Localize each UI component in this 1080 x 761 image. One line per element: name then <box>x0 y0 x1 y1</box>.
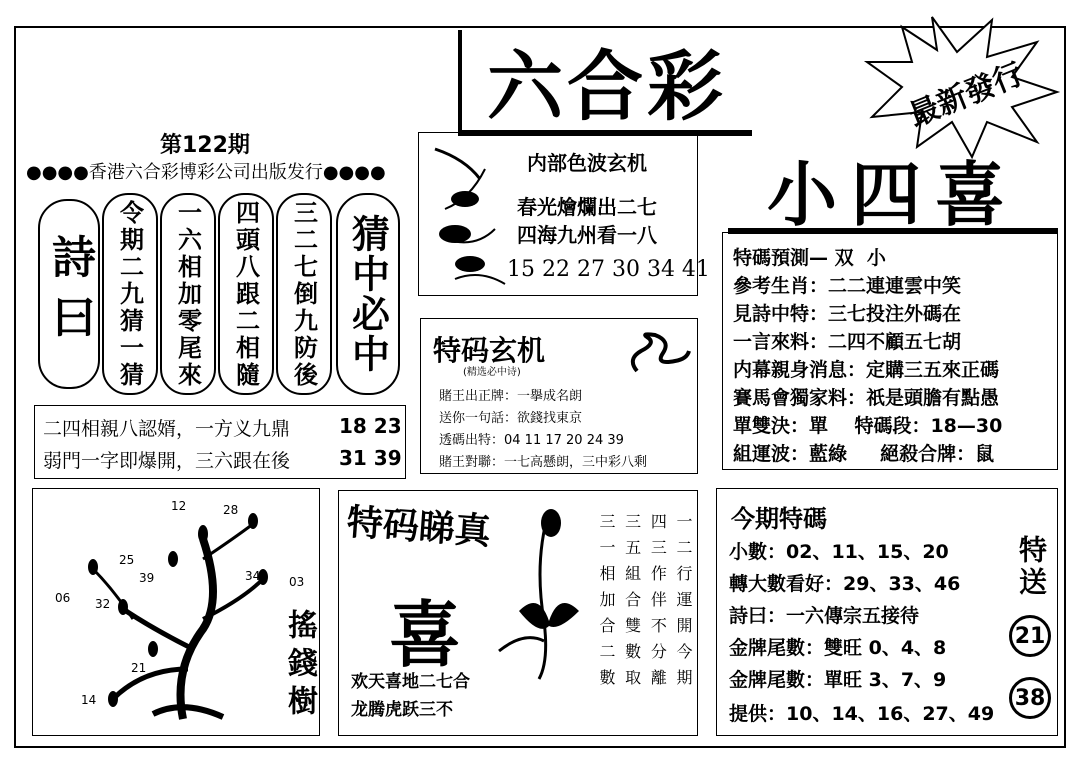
burst-text: 最新發行 <box>904 56 1029 134</box>
issue-label: 第122期 <box>160 133 250 158</box>
today-row: 提供：10、14、16、27、49 <box>729 703 995 725</box>
poem-line-text: 二四相親八認婿，一方义九鼎 <box>43 418 291 440</box>
tree-number: 03 <box>289 575 305 589</box>
poem-column-3 <box>160 193 216 395</box>
today-box <box>716 488 1058 736</box>
prediction-row: 内幕親身消息：定購三五來正碼 <box>733 359 1000 381</box>
poem-line-1 <box>43 414 290 441</box>
poem-column-text: 令期二九猜一猜 <box>115 199 144 389</box>
gift-number-2: 38 <box>1014 685 1046 711</box>
money-tree-title: 搖錢樹 <box>282 609 317 723</box>
special-view-box <box>338 490 698 736</box>
orchid-illustration <box>425 139 515 289</box>
special-view-big: 喜 <box>389 593 462 677</box>
today-row: 轉大數看好：29、33、46 <box>729 573 961 595</box>
today-row: 詩曰：一六傳宗五接待 <box>729 605 920 627</box>
poem-title: 詩曰 <box>44 234 95 354</box>
poem-line-2-nums: 31 39 <box>339 446 402 470</box>
prediction-row: 參考生肖：二二連連雲中笑 <box>733 275 962 297</box>
special-view-column: 一二行運開今期 <box>673 513 693 695</box>
tree-number: 14 <box>81 693 97 707</box>
special-view-columns <box>595 513 695 723</box>
poem-title-oval <box>38 199 100 389</box>
tree-number: 21 <box>131 661 147 675</box>
gift-circle-2 <box>1009 677 1051 719</box>
today-row: 小數：02、11、15、20 <box>729 541 949 563</box>
poem-column-2 <box>218 193 274 395</box>
poem-lines-box <box>34 405 406 479</box>
snake-icon <box>627 331 693 377</box>
today-title: 今期特碼 <box>731 504 827 533</box>
predictions-box <box>722 232 1058 470</box>
poem-column-text: 三二七倒九防後 <box>289 199 318 389</box>
special-code-title: 特码玄机 <box>433 334 546 367</box>
poem-column-text: 一六相加零尾來 <box>173 199 202 389</box>
poem-section <box>22 185 404 405</box>
today-row: 金牌尾數：雙旺 0、4、8 <box>729 637 947 659</box>
prediction-row: 一言來料：二四不顧五七胡 <box>733 331 962 353</box>
special-code-row: 送你一句話：欲錢找東京 <box>439 411 583 426</box>
tree-number: 12 <box>171 499 187 513</box>
prediction-row: 組運波：藍綠 絕殺合牌：鼠 <box>733 443 995 465</box>
tree-number: 06 <box>55 591 71 605</box>
tree-number: 34 <box>245 569 261 583</box>
gift-circle-1 <box>1009 615 1051 657</box>
special-code-row: 賭王出正牌：一擧成名朗 <box>439 389 583 404</box>
gift-number-1: 21 <box>1014 623 1046 649</box>
money-tree-box <box>32 488 320 736</box>
flower-illustration <box>489 501 589 681</box>
prediction-row: 見詩中特：三七投注外碼在 <box>733 303 962 325</box>
tree-number: 28 <box>223 503 239 517</box>
color-wave-title: 内部色波玄机 <box>527 151 647 175</box>
publisher: ●●●●香港六合彩博彩公司出版发行●●●● <box>26 162 386 183</box>
special-view-column: 三五組合雙數取 <box>622 513 642 695</box>
poem-column-4 <box>102 193 158 395</box>
special-view-column: 四三作伴不分離 <box>648 513 668 695</box>
subtitle-text: 小四喜 <box>767 153 1019 236</box>
main-title <box>458 30 752 136</box>
special-code-note: (精选必中诗) <box>463 367 521 378</box>
gift-label: 特送 <box>1015 535 1048 599</box>
subtitle <box>728 150 1058 234</box>
prediction-row: 賽馬會獨家料：祇是頭膽有點愚 <box>733 387 1000 409</box>
tree-number: 39 <box>139 571 155 585</box>
guess-text: 猜中必中 <box>345 214 390 374</box>
poem-line-2 <box>43 446 290 473</box>
special-view-line1: 欢天喜地二七合 <box>351 672 470 692</box>
tree-number: 25 <box>119 553 135 567</box>
color-wave-line1: 春光燴爛出二七 <box>517 195 657 219</box>
special-view-column: 三一相加合二數 <box>597 513 616 695</box>
main-title-text: 六合彩 <box>487 41 727 131</box>
poem-line-text: 弱門一字即爆開，三六跟在後 <box>43 450 291 472</box>
special-code-row: 賭王對聯：一七高懸朗，三中彩八剩 <box>439 455 648 470</box>
special-view-line2: 龙腾虎跃三不 <box>351 700 453 720</box>
poem-column-text: 四頭八跟二相隨 <box>231 199 260 389</box>
prediction-row: 單雙決：單 特碼段：18—30 <box>733 415 1003 437</box>
color-wave-box <box>418 132 710 296</box>
prediction-row: 特碼預測— 双 小 <box>733 247 886 269</box>
today-row: 金牌尾數：單旺 3、7、9 <box>729 669 947 691</box>
special-code-box <box>420 318 698 474</box>
poem-column-1 <box>276 193 332 395</box>
color-wave-numbers: 15 22 27 30 34 41 <box>507 257 710 282</box>
tree-number: 32 <box>95 597 111 611</box>
guess-oval <box>336 193 400 395</box>
color-wave-line2: 四海九州看一八 <box>517 223 657 247</box>
poem-line-1-nums: 18 23 <box>339 414 402 438</box>
special-view-title: 特码睇真 <box>345 501 493 553</box>
special-code-row: 透碼出特：04 11 17 20 24 39 <box>439 433 624 448</box>
